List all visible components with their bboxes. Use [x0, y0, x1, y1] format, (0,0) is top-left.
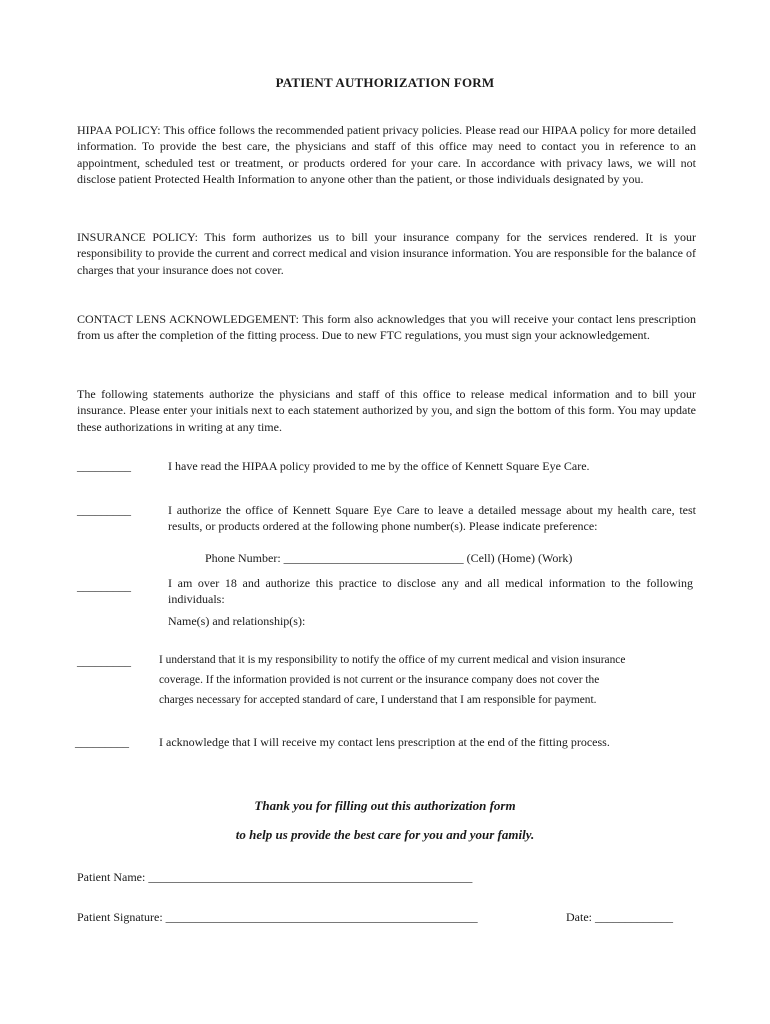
hipaa-policy-paragraph: HIPAA POLICY: This office follows the recommended patient privacy policies. Please read our HIPAA policy for more detailed information. To provide the best care, the physicians and staff of this office may need to contact you in reference to an appointment, scheduled test or treatment, or products ordered for your care. In accordance with privacy laws, we will not disclose patient Protected Health Information to anyone other than the patient, or those individuals designated by you. [77, 123, 696, 186]
phone-number-field[interactable]: ______________________________ [283, 551, 464, 565]
statement-contact-lens: I acknowledge that I will receive my contact lens prescription at the end of the fitting process. [159, 735, 610, 749]
phone-type-options[interactable]: (Cell) (Home) (Work) [466, 551, 573, 565]
insurance-policy-paragraph: INSURANCE POLICY: This form authorizes us to bill your insurance company for the services rendered. It is your responsibility to provide the current and correct medical and vision insurance information. You are responsible for the balance of charges that your insurance does not cover. [77, 230, 696, 277]
patient-name-row [77, 870, 472, 885]
patient-signature-label: Patient Signature: [77, 910, 163, 924]
patient-name-field[interactable]: ______________________________________________________ [148, 870, 473, 884]
patient-signature-field[interactable]: ____________________________________________________ [165, 910, 478, 924]
form-title: PATIENT AUTHORIZATION FORM [275, 75, 495, 90]
initials-field-message[interactable]: _________ [77, 503, 131, 517]
statement-message: I authorize the office of Kennett Square Eye Care to leave a detailed message about my health care, test results, or products ordered at the following phone number(s). Please indicate preference: [168, 503, 696, 534]
closing-line-2: to help us provide the best care for you and your family. [235, 827, 535, 842]
date-field[interactable]: _____________ [595, 910, 673, 924]
phone-number-label: Phone Number: [205, 551, 281, 565]
patient-signature-row [77, 910, 478, 925]
closing-line-1: Thank you for filling out this authorization form [254, 798, 516, 813]
initials-field-hipaa[interactable]: _________ [77, 459, 131, 473]
date-row [566, 910, 673, 925]
phone-number-row [205, 550, 572, 566]
statement-hipaa: I have read the HIPAA policy provided to me by the office of Kennett Square Eye Care. [168, 459, 590, 473]
initials-field-insurance[interactable]: _________ [77, 654, 131, 668]
statement-insurance [159, 650, 704, 710]
statement-disclosure: I am over 18 and authorize this practice to disclose any and all medical information to the following individuals: [168, 576, 693, 607]
contact-lens-ack-paragraph: CONTACT LENS ACKNOWLEDGEMENT: This form also acknowledges that you will receive your contact lens prescription from us after the completion of the fitting process. Due to new FTC regulations, you must sign your acknowledgement. [77, 312, 696, 343]
initials-field-disclosure[interactable]: _________ [77, 579, 131, 593]
intro-paragraph: The following statements authorize the physicians and staff of this office to release medical information and to bill your insurance. Please enter your initials next to each statement authorized by you, and sign the bottom of this form. You may update these authorizations in writing at any time. [77, 387, 696, 434]
date-label: Date: [566, 910, 592, 924]
patient-name-label: Patient Name: [77, 870, 146, 884]
statement-insurance-line: I understand that it is my responsibility to notify the office of my current medical and vision insurance [159, 654, 626, 666]
statement-insurance-line: charges necessary for accepted standard of care, I understand that I am responsible for payment. [159, 694, 597, 706]
initials-field-contact-lens[interactable]: _________ [75, 735, 129, 749]
statement-insurance-line: coverage. If the information provided is not current or the insurance company does not cover the [159, 674, 600, 686]
names-relationships-label: Name(s) and relationship(s): [168, 614, 306, 628]
